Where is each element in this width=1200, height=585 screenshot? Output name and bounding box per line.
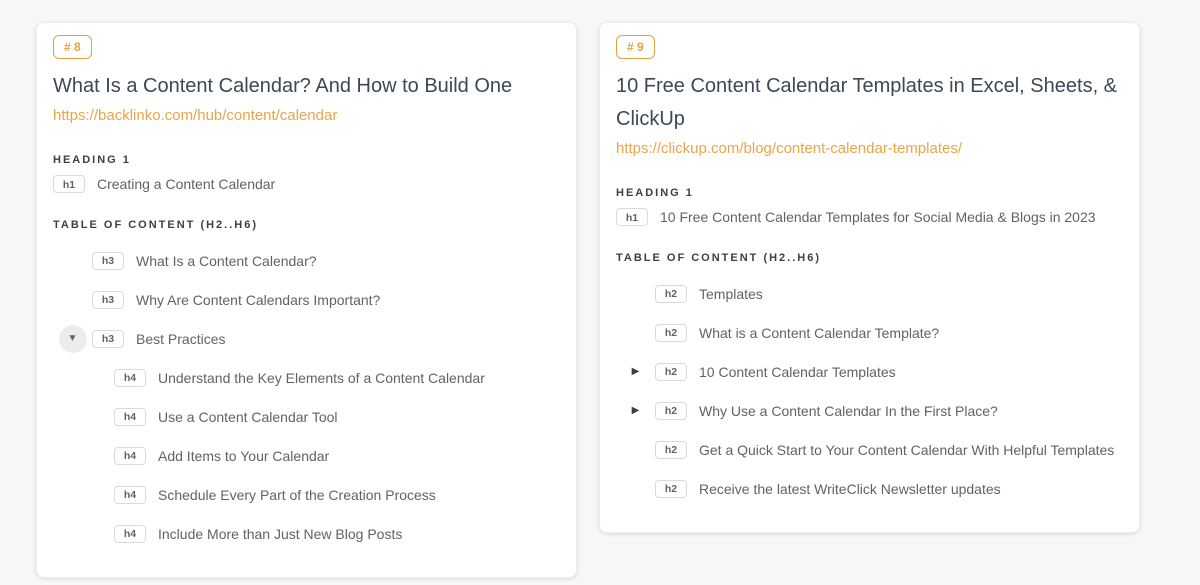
heading-tag-badge: h3 bbox=[92, 252, 124, 270]
toc-row bbox=[53, 358, 556, 397]
page-url-link[interactable]: https://backlinko.com/hub/content/calendar bbox=[53, 107, 338, 124]
toc-row bbox=[616, 391, 1119, 430]
page-title: What Is a Content Calendar? And How to Build One bbox=[53, 75, 513, 97]
expand-toggle-icon[interactable]: ▶ bbox=[631, 366, 640, 377]
toc-rows bbox=[616, 274, 1119, 508]
h1-row bbox=[616, 208, 1119, 226]
heading1-section-label: HEADING 1 bbox=[53, 154, 131, 166]
h1-tag-badge: h1 bbox=[616, 208, 648, 226]
toc-row bbox=[53, 241, 556, 280]
toc-row bbox=[616, 274, 1119, 313]
heading1-section-label: HEADING 1 bbox=[616, 187, 694, 199]
heading-tag-badge: h4 bbox=[114, 525, 146, 543]
toggle-slot bbox=[616, 397, 655, 425]
h1-text: Creating a Content Calendar bbox=[97, 176, 276, 192]
heading-tag-badge: h2 bbox=[655, 480, 687, 498]
heading-text: Include More than Just New Blog Posts bbox=[158, 525, 403, 542]
h1-text: 10 Free Content Calendar Templates for Social Media & Blogs in 2023 bbox=[660, 209, 1096, 225]
h1-tag-badge: h1 bbox=[53, 175, 85, 193]
heading-text: Receive the latest WriteClick Newsletter updates bbox=[699, 480, 1001, 497]
heading-text: Add Items to Your Calendar bbox=[158, 447, 330, 464]
heading-tag-badge: h4 bbox=[114, 486, 146, 504]
expand-toggle-icon[interactable]: ▶ bbox=[631, 405, 640, 416]
heading-text: 10 Content Calendar Templates bbox=[699, 363, 896, 380]
heading-text: What Is a Content Calendar? bbox=[136, 252, 317, 269]
h1-row bbox=[53, 175, 556, 193]
rank-badge: # 9 bbox=[616, 35, 655, 59]
heading-text: Why Use a Content Calendar In the First Place? bbox=[699, 402, 998, 419]
heading-tag-badge: h4 bbox=[114, 447, 146, 465]
collapse-toggle-icon[interactable]: ▼ bbox=[59, 325, 87, 353]
page-title: 10 Free Content Calendar Templates in Excel, Sheets, & ClickUp bbox=[616, 75, 1118, 130]
toc-row bbox=[53, 514, 556, 553]
heading-tag-badge: h3 bbox=[92, 330, 124, 348]
toc-row bbox=[616, 352, 1119, 391]
toc-row bbox=[53, 475, 556, 514]
heading-tag-badge: h2 bbox=[655, 285, 687, 303]
toc-row bbox=[616, 430, 1119, 469]
heading-text: Best Practices bbox=[136, 330, 226, 347]
toc-row bbox=[616, 313, 1119, 352]
toggle-slot bbox=[616, 358, 655, 386]
heading-text: Get a Quick Start to Your Content Calendar With Helpful Templates bbox=[699, 441, 1115, 458]
toc-row bbox=[616, 469, 1119, 508]
heading-tag-badge: h4 bbox=[114, 408, 146, 426]
heading-text: Understand the Key Elements of a Content Calendar bbox=[158, 369, 485, 386]
toc-row bbox=[53, 319, 556, 358]
heading-tag-badge: h4 bbox=[114, 369, 146, 387]
heading-text: Why Are Content Calendars Important? bbox=[136, 291, 381, 308]
heading-text: Schedule Every Part of the Creation Process bbox=[158, 486, 436, 503]
toc-section-label: TABLE OF CONTENT (H2..H6) bbox=[616, 252, 822, 264]
heading-tag-badge: h2 bbox=[655, 363, 687, 381]
toc-section-label: TABLE OF CONTENT (H2..H6) bbox=[53, 219, 259, 231]
heading-text: Use a Content Calendar Tool bbox=[158, 408, 338, 425]
result-card bbox=[36, 22, 577, 578]
heading-tag-badge: h2 bbox=[655, 324, 687, 342]
heading-tag-badge: h3 bbox=[92, 291, 124, 309]
heading-text: What is a Content Calendar Template? bbox=[699, 324, 940, 341]
heading-text: Templates bbox=[699, 285, 763, 302]
toc-row bbox=[53, 280, 556, 319]
heading-tag-badge: h2 bbox=[655, 402, 687, 420]
toc-row bbox=[53, 397, 556, 436]
result-card bbox=[599, 22, 1140, 533]
page-url-link[interactable]: https://clickup.com/blog/content-calendar-templates/ bbox=[616, 140, 963, 157]
toc-row bbox=[53, 436, 556, 475]
rank-badge: # 8 bbox=[53, 35, 92, 59]
toc-rows bbox=[53, 241, 556, 553]
toggle-slot bbox=[53, 325, 92, 353]
heading-tag-badge: h2 bbox=[655, 441, 687, 459]
